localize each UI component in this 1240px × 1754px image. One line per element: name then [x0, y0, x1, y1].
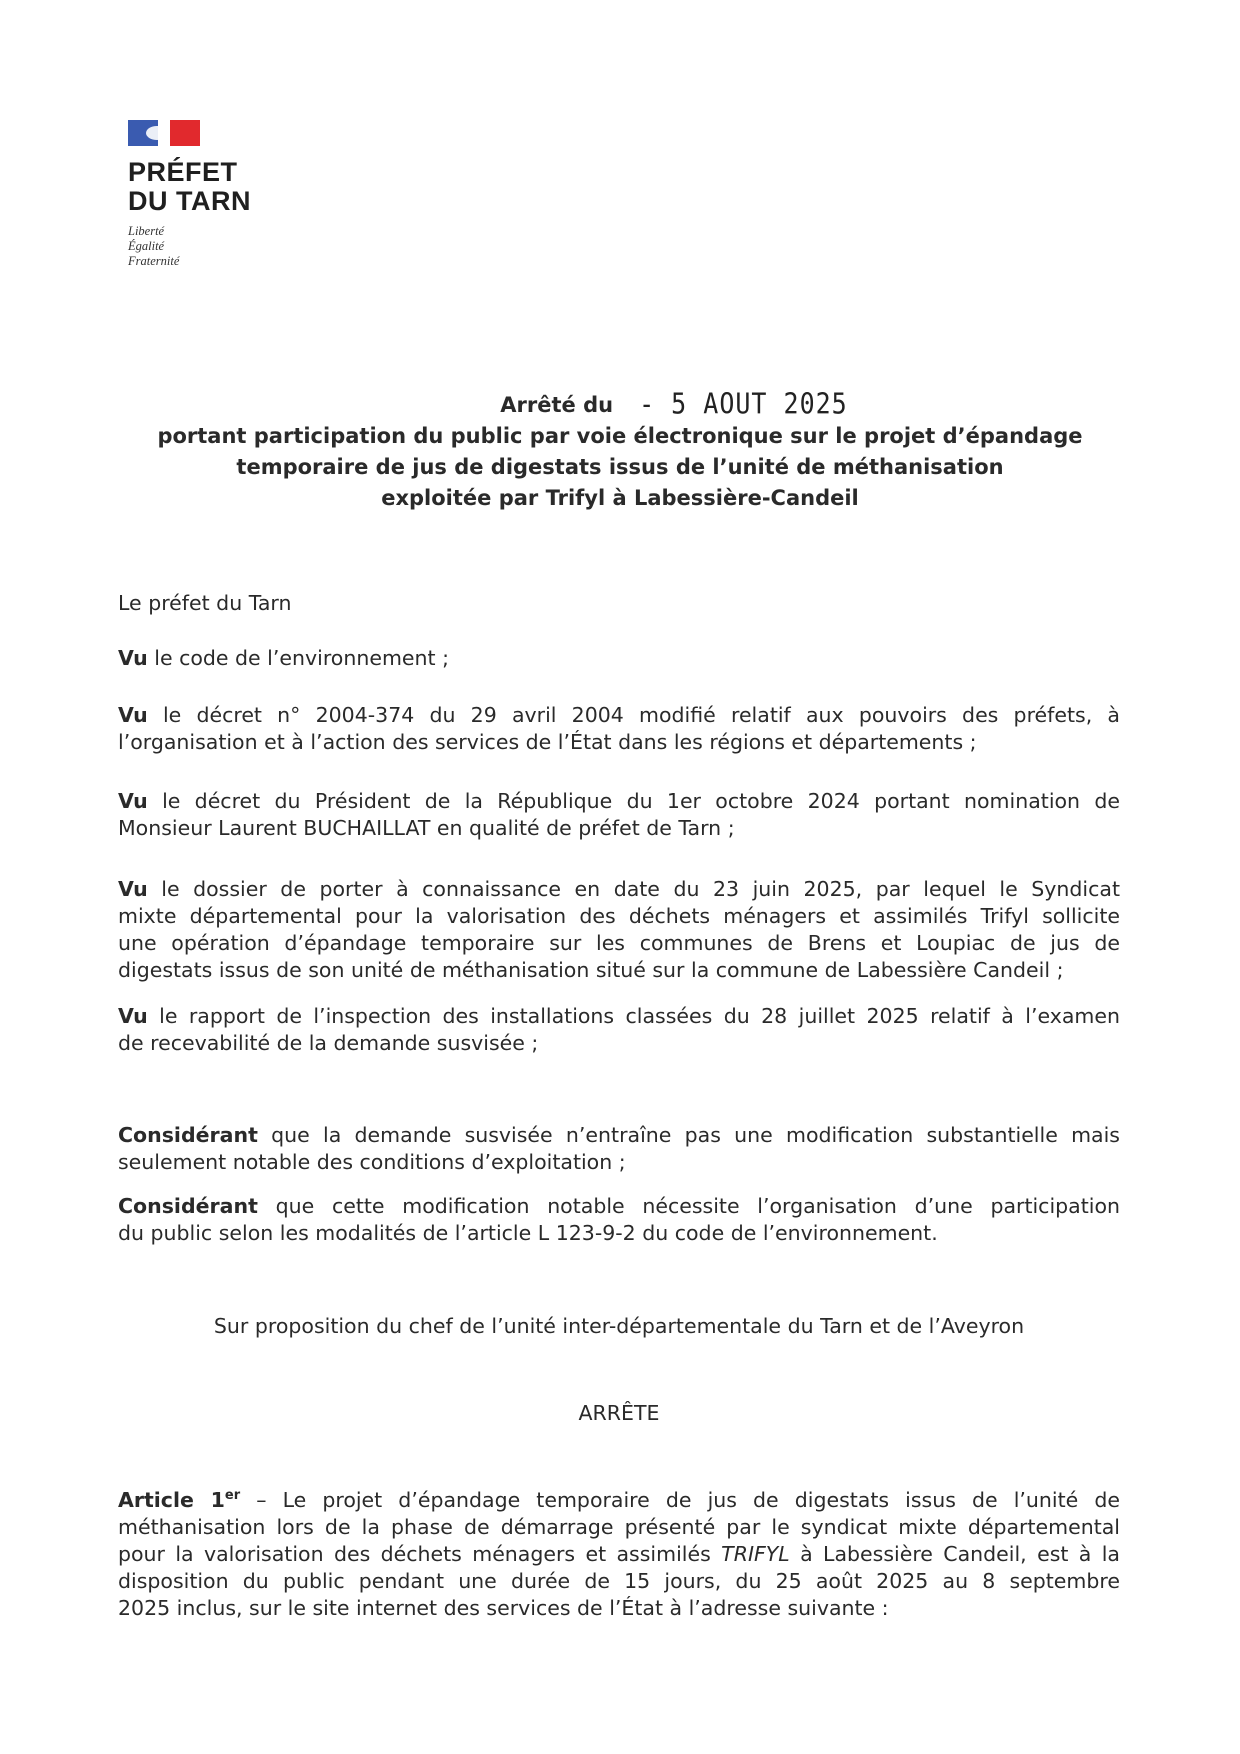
considerant-1-line-2: seulement notable des conditions d’exploitation ;	[118, 1150, 626, 1174]
republic-motto	[128, 224, 328, 269]
article-1-line-4: disposition du public pendant une durée de 15 jours, du 25 août 2025 au 8 septembre	[118, 1569, 1120, 1593]
article-1-label: Article 1	[118, 1488, 225, 1512]
vu-paragraph-2	[118, 702, 1120, 756]
article-1-line-2: méthanisation lors de la phase de démarrage présenté par le syndicat mixte départemental	[118, 1515, 1120, 1539]
decree-title	[120, 388, 1120, 514]
proposition-line	[118, 1313, 1120, 1340]
vu-3-line-2: Monsieur Laurent BUCHAILLAT en qualité de préfet de Tarn ;	[118, 816, 735, 840]
article-1-line-1: – Le projet d’épandage temporaire de jus de digestats issus de l’unité de	[256, 1488, 1120, 1512]
prefecture-name-line2: DU TARN	[128, 186, 251, 216]
title-line-4: exploitée par Trifyl à Labessière-Candeil	[381, 486, 859, 510]
vu-5-line-1: le rapport de l’inspection des installations classées du 28 juillet 2025 relatif à l’examen	[159, 1004, 1120, 1028]
considerant-1-line-1: que la demande susvisée n’entraîne pas une modification substantielle mais	[271, 1123, 1120, 1147]
prefecture-name	[128, 158, 328, 216]
title-arrete-line	[120, 388, 1120, 421]
arrete-heading	[118, 1400, 1120, 1427]
motto-liberte: Liberté	[128, 224, 165, 238]
vu-paragraph-3	[118, 788, 1120, 842]
vu-label: Vu	[118, 789, 148, 813]
vu-paragraph-5	[118, 1003, 1120, 1057]
vu-paragraph-4	[118, 876, 1120, 984]
vu-label: Vu	[118, 646, 148, 670]
vu-2-line-2: l’organisation et à l’action des services de l’État dans les régions et départements ;	[118, 730, 977, 754]
prefect-heading	[118, 590, 1120, 617]
vu-2-line-1: le décret n° 2004-374 du 29 avril 2004 modifié relatif aux pouvoirs des préfets, à	[162, 703, 1120, 727]
title-arrete-du: Arrêté du	[500, 393, 614, 417]
vu-5-line-2: de recevabilité de la demande susvisée ;	[118, 1031, 539, 1055]
proposition-text: Sur proposition du chef de l’unité inter-départementale du Tarn et de l’Aveyron	[213, 1314, 1025, 1338]
vu-4-line-4: digestats issus de son unité de méthanisation situé sur la commune de Labessière Candeil ;	[118, 958, 1064, 982]
marianne-flag-icon	[128, 120, 200, 146]
considerant-paragraph-2	[118, 1193, 1120, 1247]
prefecture-name-line1: PRÉFET	[128, 157, 238, 187]
considerant-2-line-1: que cette modification notable nécessite l’organisation d’une participation	[275, 1194, 1120, 1218]
trifyl-name: TRIFYL	[721, 1542, 790, 1566]
vu-label: Vu	[118, 877, 148, 901]
vu-label: Vu	[118, 703, 148, 727]
vu-4-line-3: une opération d’épandage temporaire sur les communes de Brens et Loupiac de jus de	[118, 931, 1120, 955]
title-line-3: temporaire de jus de digestats issus de l’unité de méthanisation	[236, 455, 1004, 479]
motto-fraternite: Fraternité	[128, 254, 180, 268]
vu-4-line-1: le dossier de porter à connaissance en date du 23 juin 2025, par lequel le Syndicat	[161, 877, 1120, 901]
considerant-2-line-2: du public selon les modalités de l’article L 123-9-2 du code de l’environnement.	[118, 1221, 938, 1245]
considerant-label: Considérant	[118, 1123, 258, 1147]
vu-3-line-1: le décret du Président de la République du 1er octobre 2024 portant nomination de	[162, 789, 1120, 813]
article-1	[118, 1487, 1120, 1622]
arrete-text: ARRÊTE	[578, 1401, 660, 1425]
article-1-line-3-post: à Labessière Candeil, est à la	[800, 1542, 1120, 1566]
prefecture-logo	[128, 120, 328, 269]
considerant-label: Considérant	[118, 1194, 258, 1218]
date-stamp: - 5 AOUT 2025	[639, 386, 848, 421]
considerant-paragraph-1	[118, 1122, 1120, 1176]
vu-4-line-2: mixte départemental pour la valorisation des déchets ménagers et assimilés Trifyl sollicite	[118, 904, 1120, 928]
prefect-heading-text: Le préfet du Tarn	[118, 591, 292, 615]
vu-label: Vu	[118, 1004, 148, 1028]
vu-paragraph-1	[118, 645, 1120, 672]
title-line-2: portant participation du public par voie électronique sur le projet d’épandage	[157, 424, 1083, 448]
vu-1-text: le code de l’environnement ;	[154, 646, 449, 670]
article-1-superscript: er	[224, 1488, 241, 1504]
article-1-line-3-pre: pour la valorisation des déchets ménagers et assimilés	[118, 1542, 711, 1566]
motto-egalite: Égalité	[128, 239, 165, 253]
article-1-line-5: 2025 inclus, sur le site internet des services de l’État à l’adresse suivante :	[118, 1596, 889, 1620]
